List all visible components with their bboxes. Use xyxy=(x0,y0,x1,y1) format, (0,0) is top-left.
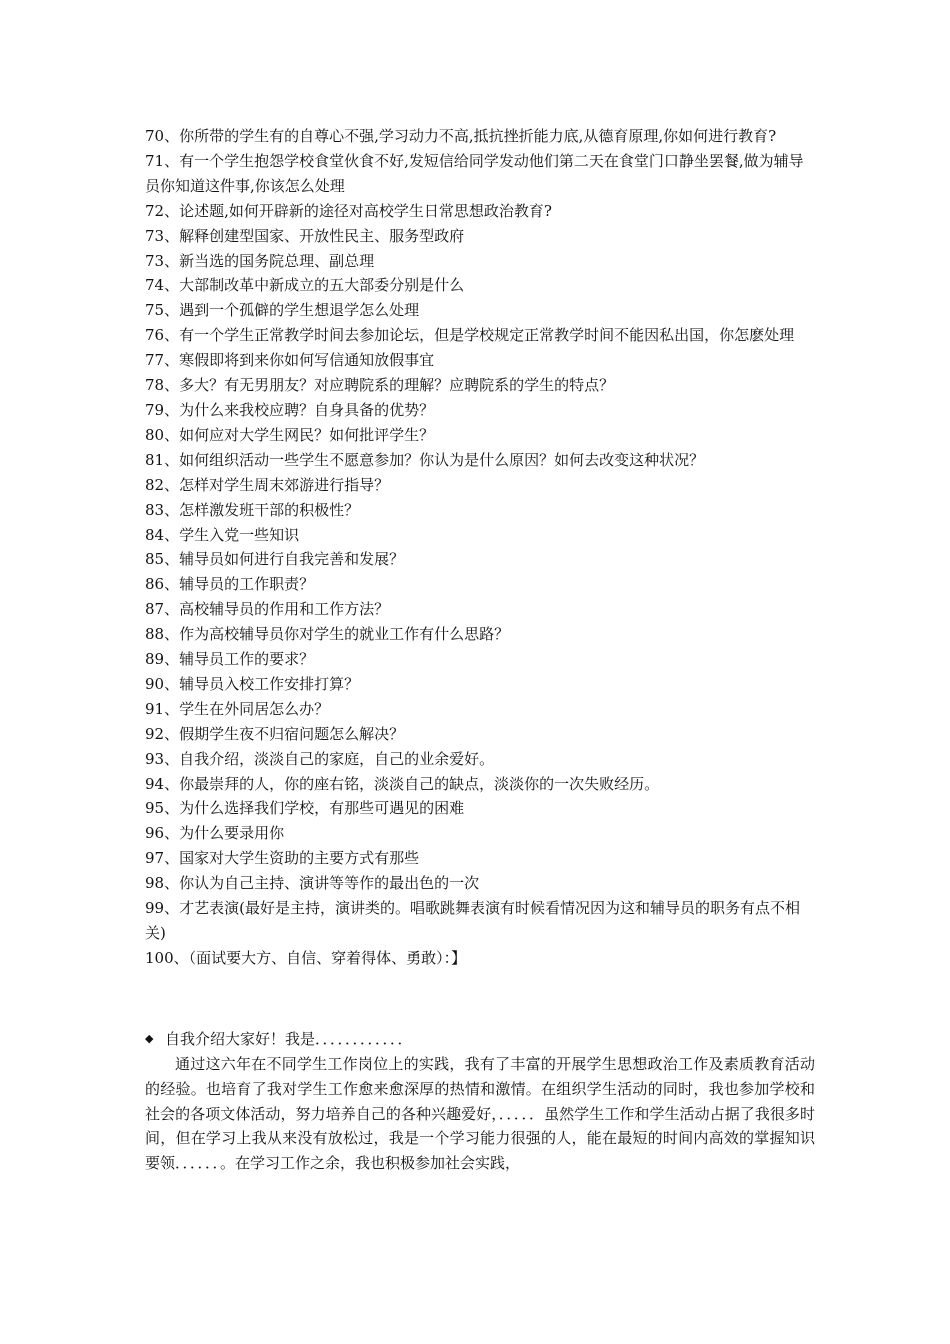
question-item: 79、为什么来我校应聘？自身具备的优势？ xyxy=(145,400,435,419)
question-item: 76、有一个学生正常教学时间去参加论坛，但是学校规定正常教学时间不能因私出国，你怎麽处理 xyxy=(145,326,795,345)
question-item: 74、大部制改革中新成立的五大部委分别是什么 xyxy=(145,276,465,295)
question-item: 71、有一个学生抱怨学校食堂伙食不好,发短信给同学发动他们第二天在食堂门口静坐罢餐,做为辅导员你知道这件事,你该怎么处理 xyxy=(145,151,804,195)
self-introduction-section xyxy=(145,1027,815,1176)
question-item: 78、多大？有无男朋友？对应聘院系的理解？应聘院系的学生的特点？ xyxy=(145,376,615,395)
question-item: 73、新当选的国务院总理、副总理 xyxy=(145,251,375,270)
question-item: 100、（面试要大方、自信、穿着得体、勇敢）：】 xyxy=(145,948,467,967)
question-item: 94、你最崇拜的人，你的座右铭，淡淡自己的缺点，淡淡你的一次失败经历。 xyxy=(145,774,660,793)
question-item: 96、为什么要录用你 xyxy=(145,824,285,843)
question-item: 88、作为高校辅导员你对学生的就业工作有什么思路？ xyxy=(145,625,510,644)
diamond-bullet-icon: ◆ xyxy=(145,1031,154,1045)
question-item: 89、辅导员工作的要求？ xyxy=(145,650,315,669)
question-item: 91、学生在外同居怎么办？ xyxy=(145,699,330,718)
question-item: 85、辅导员如何进行自我完善和发展？ xyxy=(145,550,405,569)
intro-paragraph: 通过这六年在不同学生工作岗位上的实践，我有了丰富的开展学生思想政治工作及素质教育活动的经验。也培育了我对学生工作愈来愈深厚的热情和激情。在组织学生活动的同时，我也参加学校和社会的各项文体活动，努力培养自己的各种兴趣爱好，．．．．．虽然学生工作和学生活动占据了我很多时间，但在学习上我从来没有放松过，我是一个学习能力很强的人，能在最短的时间内高效的掌握知识要领．．．．．．。在学习工作之余，我也积极参加社会实践， xyxy=(145,1054,815,1173)
question-item: 93、自我介绍，淡淡自己的家庭，自己的业余爱好。 xyxy=(145,749,495,768)
question-item: 90、辅导员入校工作安排打算？ xyxy=(145,674,360,693)
question-item: 75、遇到一个孤僻的学生想退学怎么处理 xyxy=(145,301,420,320)
document-page xyxy=(145,124,815,1176)
intro-heading: 自我介绍大家好！我是．．．．．．．．．．．． xyxy=(165,1029,413,1048)
question-item: 84、学生入党一些知识 xyxy=(145,525,300,544)
question-item: 97、国家对大学生资助的主要方式有那些 xyxy=(145,849,420,868)
question-item: 77、寒假即将到来你如何写信通知放假事宜 xyxy=(145,351,435,370)
question-list xyxy=(145,124,815,971)
intro-heading-line xyxy=(145,1027,815,1052)
question-item: 72、论述题,如何开辟新的途径对高校学生日常思想政治教育? xyxy=(145,201,552,220)
question-item: 99、才艺表演(最好是主持，演讲类的。唱歌跳舞表演有时候看情况因为这和辅导员的职务有点不相关) xyxy=(145,899,800,942)
question-item: 73、解释创建型国家、开放性民主、服务型政府 xyxy=(145,226,465,245)
question-item: 82、怎样对学生周末郊游进行指导？ xyxy=(145,475,390,494)
question-item: 86、辅导员的工作职责？ xyxy=(145,575,315,594)
question-item: 83、怎样激发班干部的积极性？ xyxy=(145,500,360,519)
question-item: 80、如何应对大学生网民？如何批评学生？ xyxy=(145,425,435,444)
question-item: 92、假期学生夜不归宿问题怎么解决？ xyxy=(145,724,405,743)
question-item: 95、为什么选择我们学校，有那些可遇见的困难 xyxy=(145,799,465,818)
question-item: 87、高校辅导员的作用和工作方法？ xyxy=(145,600,390,619)
question-item: 70、你所带的学生有的自尊心不强,学习动力不高,抵抗挫折能力底,从德育原理,你如何进行教育? xyxy=(145,127,777,145)
question-item: 98、你认为自己主持、演讲等等作的最出色的一次 xyxy=(145,874,480,893)
question-item: 81、如何组织活动一些学生不愿意参加？你认为是什么原因？如何去改变这种状况？ xyxy=(145,450,705,469)
